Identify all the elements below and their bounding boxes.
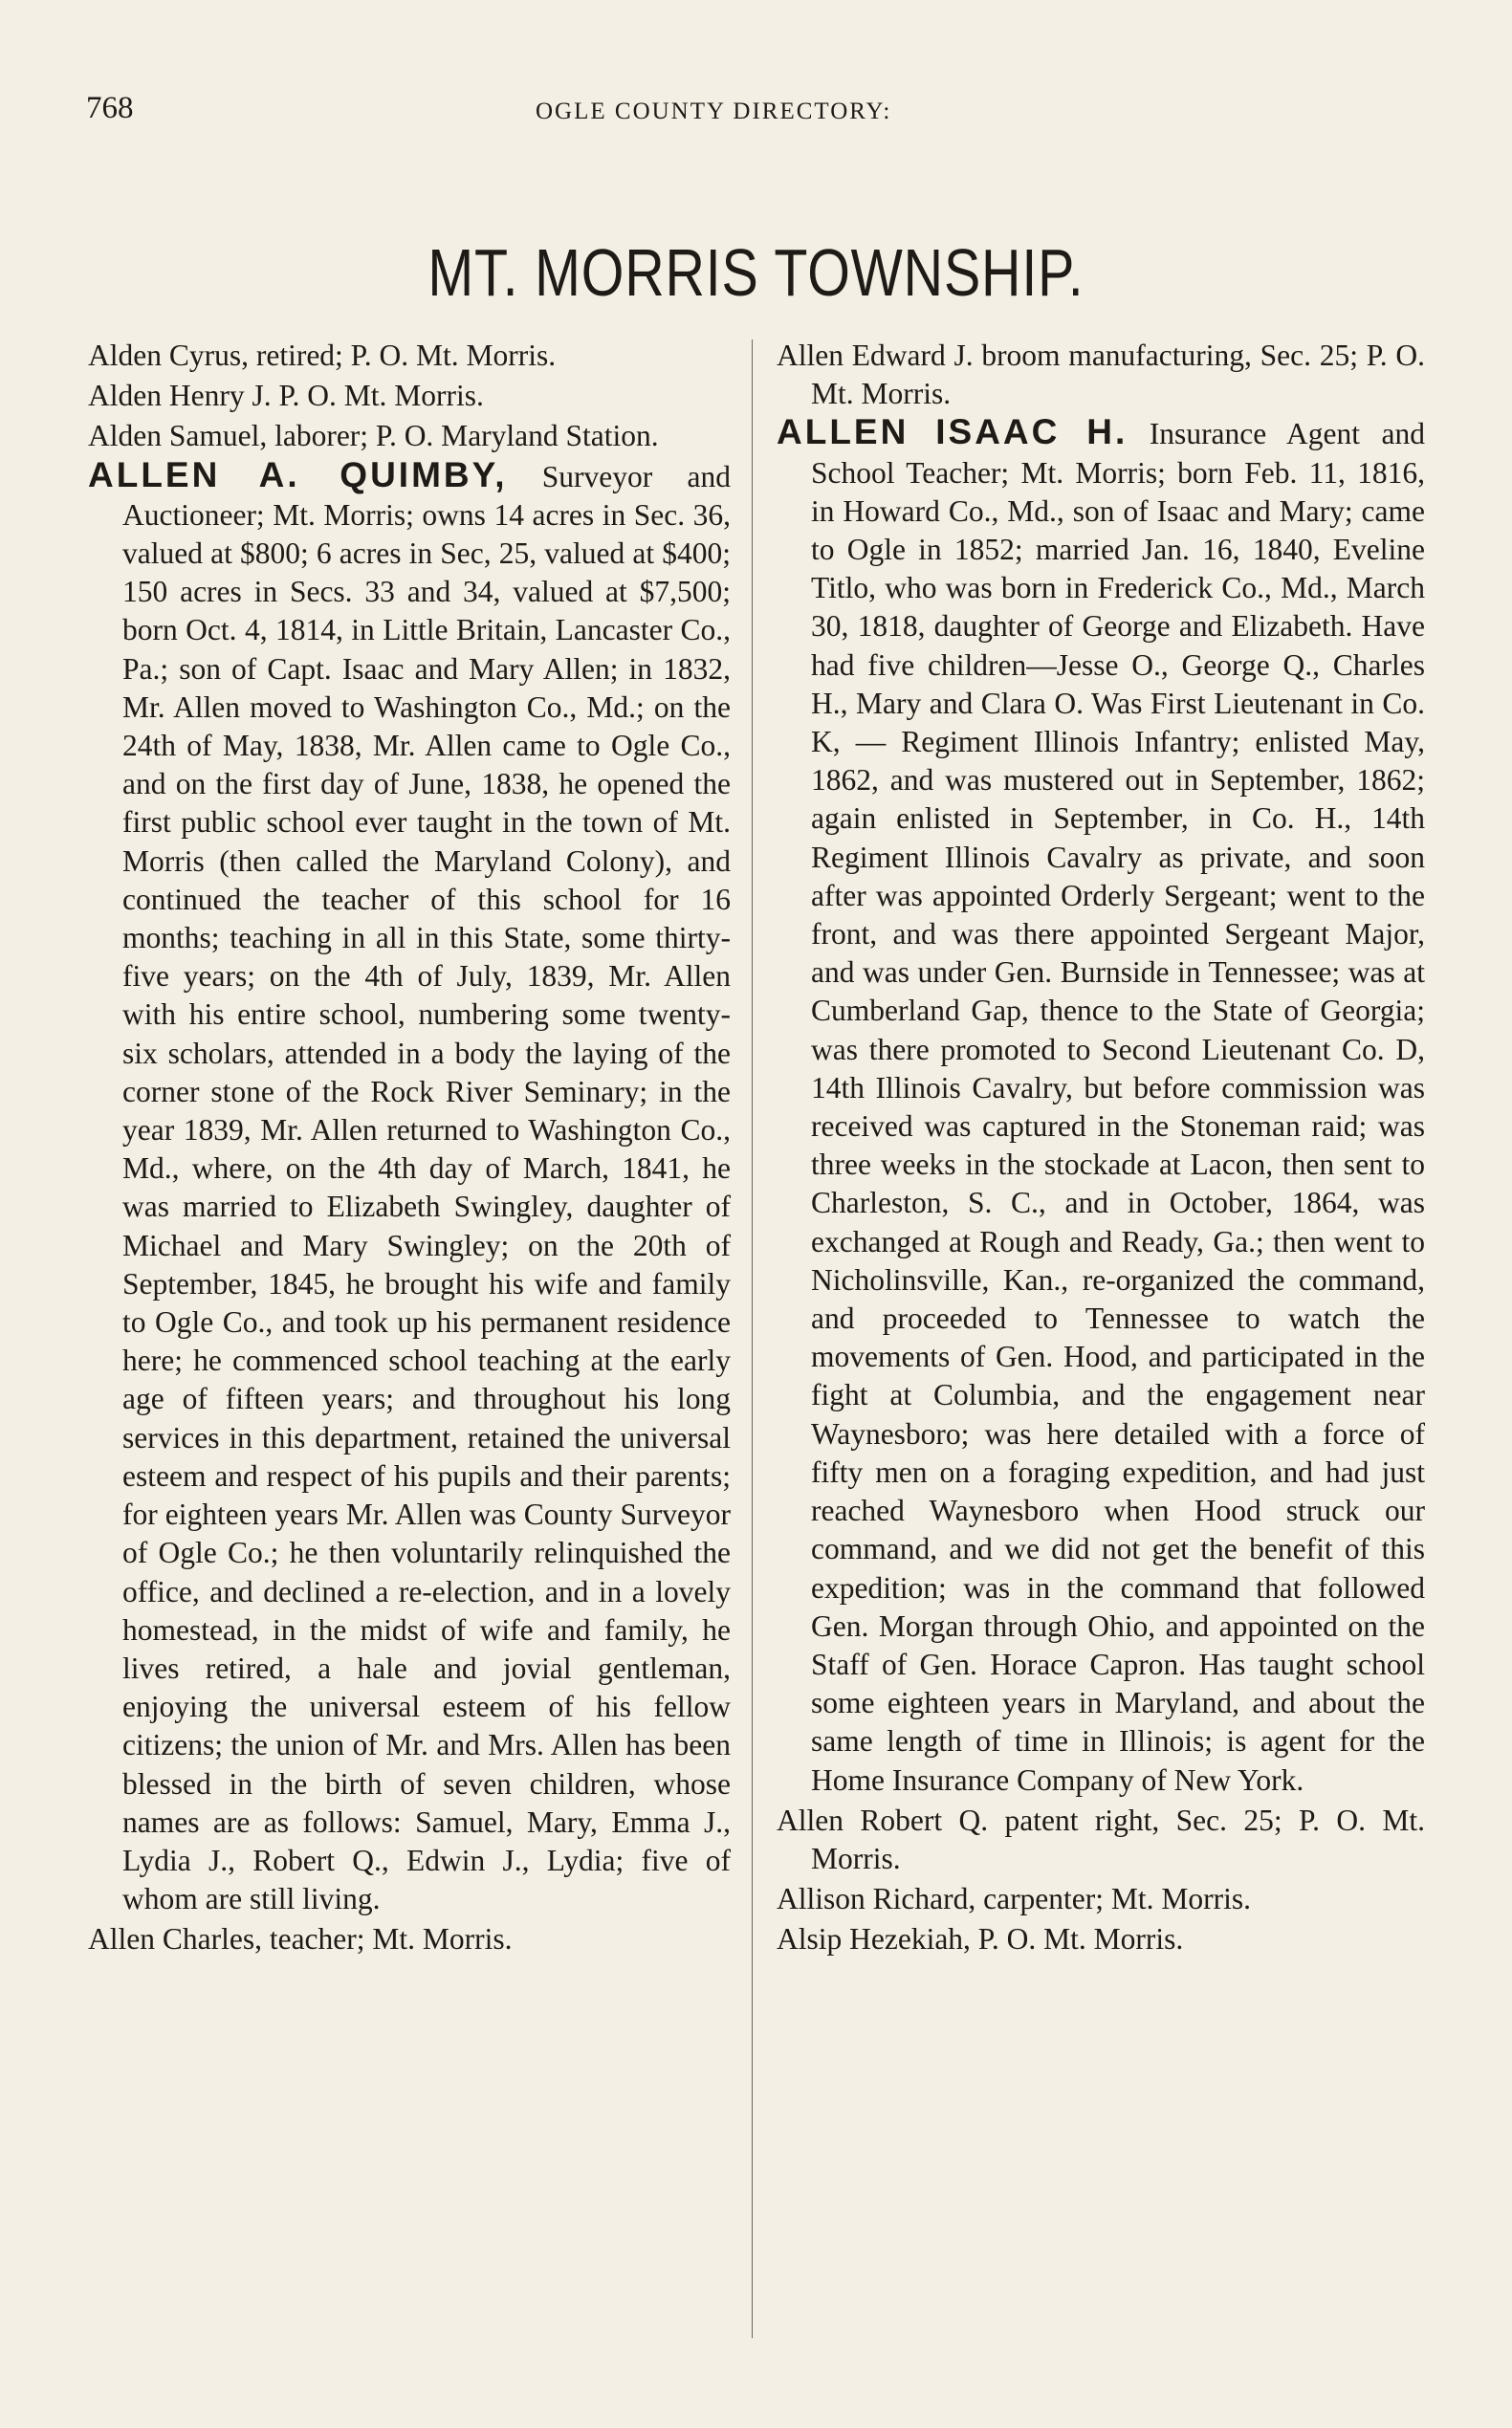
entry-text: Allen Edward J. broom manufacturing, Sec. 25; P. O. Mt. Morris.: [777, 339, 1425, 411]
entry-text: Alden Cyrus, retired; P. O. Mt. Morris.: [88, 339, 557, 372]
biography-entry: [777, 413, 1425, 1799]
right-column: [777, 335, 1425, 1959]
directory-entry: [88, 375, 731, 415]
biography-entry: [88, 456, 731, 1919]
entry-text: Allen Charles, teacher; Mt. Morris.: [88, 1922, 513, 1957]
directory-entry: [88, 1918, 731, 1958]
column-divider: [752, 339, 753, 2338]
running-title: OGLE COUNTY DIRECTORY:: [536, 98, 892, 124]
entry-text: Surveyor and Auctioneer; Mt. Morris; owns 14 acres in Sec. 36, valued at $800; 6 acres in Sec, 25, valued at $400; 150 acres in Secs. 33 and 34, valued at $7,500; born Oct. 4, 1814, in Little Britain, Lancaster Co., Pa.; son of Capt. Isaac and Mary Allen; in 1832, Mr. Allen moved to Washington Co., Md.; on the 24th of May, 1838, Mr. Allen came to Ogle Co., and on the first day of June, 1838, he opened the first public school ever taught in the town of Mt. Morris (then called the Maryland Colony), and continued the teacher of this school for 16 months; teaching in all in this State, some thirty-five years; on the 4th of July, 1839, Mr. Allen with his entire school, numbering some twenty-six scholars, attended in a body the laying of the corner stone of the Rock River Seminary; in the year 1839, Mr. Allen returned to Washington Co., Md., where, on the 4th day of March, 1841, he was married to Elizabeth Swingley, daughter of Michael and Mary Swingley; on the 20th of September, 1845, he brought his wife and family to Ogle Co., and took up his permanent residence here; he commenced school teaching at the early age of fifteen years; and throughout his long services in this department, retained the universal esteem and respect of his pupils and their parents; for eighteen years Mr. Allen was County Surveyor of Ogle Co.; he then voluntarily relinquished the office, and declined a re-election, and in a lovely homestead, in the midst of wife and family, he lives retired, a hale and jovial gentleman, enjoying the universal esteem of his fellow citizens; the union of Mr. and Mrs. Allen has been blessed in the birth of seven children, whose names are as follows: Samuel, Mary, Emma J., Lydia J., Robert Q., Edwin J., Lydia; five of whom are still living.: [122, 459, 731, 1916]
entry-text: Alden Samuel, laborer; P. O. Maryland Station.: [88, 419, 659, 453]
directory-entry: [777, 1878, 1425, 1918]
entry-name: ALLEN ISAAC H.: [777, 412, 1129, 452]
section-title: MT. MORRIS TOWNSHIP.: [427, 235, 1085, 310]
entry-text: Insurance Agent and School Teacher; Mt. Morris; born Feb. 11, 1816, in Howard Co., Md., son of Isaac and Mary; came to Ogle in 1852; married Jan. 16, 1840, Eveline Titlo, who was born in Frederick Co., Md., March 30, 1818, daughter of George and Elizabeth. Have had five children—Jesse O., George Q., Charles H., Mary and Clara O. Was First Lieutenant in Co. K, — Regiment Illinois Infantry; enlisted May, 1862, and was mustered out in September, 1862; again enlisted in September, in Co. H., 14th Regiment Illinois Cavalry as private, and soon after was appointed Orderly Sergeant; went to the front, and was there appointed Sergeant Major, and was under Gen. Burnside in Tennessee; was at Cumberland Gap, thence to the State of Georgia; was there promoted to Second Lieutenant Co. D, 14th Illinois Cavalry, but before commission was received was captured in the Stoneman raid; was three weeks in the stockade at Lacon, then sent to Charleston, S. C., and in October, 1864, was exchanged at Rough and Ready, Ga.; then went to Nicholinsville, Kan., re-organized the command, and proceeded to Tennessee to watch the movements of Gen. Hood, and participated in the fight at Columbia, and the engagement near Waynesboro; was here detailed with a force of fifty men on a foraging expedition, and had just reached Waynesboro when Hood struck our command, and we did not get the benefit of this expedition; was in the command that followed Gen. Morgan through Ohio, and appointed on the Staff of Gen. Horace Capron. Has taught school some eighteen years in Maryland, and about the same length of time in Illinois; is agent for the Home Insurance Company of New York.: [811, 417, 1426, 1797]
entry-name: ALLEN A. QUIMBY,: [88, 454, 508, 494]
directory-entry: [88, 335, 731, 375]
entry-text: Allen Robert Q. patent right, Sec. 25; P. O. Mt. Morris.: [777, 1803, 1425, 1875]
directory-entry: [88, 415, 731, 455]
entry-text: Allison Richard, carpenter; Mt. Morris.: [777, 1882, 1252, 1916]
entry-text: Alden Henry J. P. O. Mt. Morris.: [88, 379, 484, 413]
directory-entry: [777, 1918, 1425, 1958]
entry-text: Alsip Hezekiah, P. O. Mt. Morris.: [777, 1922, 1184, 1957]
left-column: [88, 335, 731, 1959]
page-number: 768: [86, 91, 134, 125]
running-header: [86, 91, 1444, 139]
directory-entry: [777, 335, 1425, 413]
directory-entry: [777, 1800, 1425, 1878]
